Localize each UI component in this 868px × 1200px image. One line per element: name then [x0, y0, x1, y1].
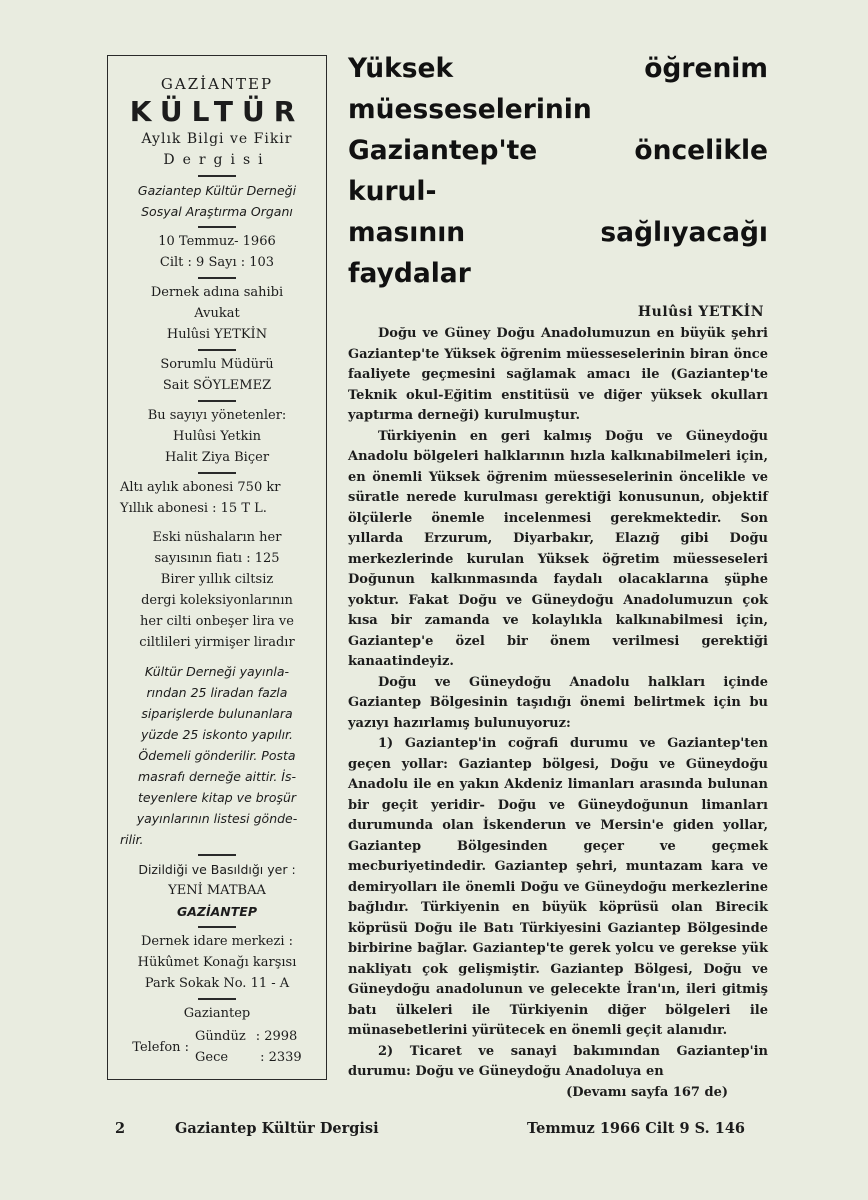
page-footer — [115, 1120, 745, 1137]
office-label: Dernek idare merkezi : — [140, 934, 293, 949]
page-number: 2 — [115, 1120, 126, 1137]
office-line-2: Park Sokak No. 11 - A — [144, 976, 290, 991]
divider — [198, 998, 236, 1000]
old-issues-line-5: her cilti onbeşer lira ve — [140, 614, 294, 629]
day-number: : 2998 — [255, 1029, 298, 1044]
publications-line-1: Kültür Derneği yayınla- — [144, 664, 290, 679]
publications-line-5: Ödemeli gönderilir. Posta — [138, 748, 296, 763]
publications-line-9: rilir. — [120, 832, 144, 847]
journal-name: Gaziantep Kültür Dergisi — [175, 1120, 379, 1137]
old-issues-line-2: sayısının fiatı : 125 — [154, 551, 280, 566]
headline-line-1: Yüksek öğrenim müesseselerinin — [348, 53, 768, 125]
divider — [198, 349, 236, 351]
headline — [348, 48, 768, 294]
phone-label: Telefon : — [132, 1039, 190, 1055]
issue-volume: Cilt : 9 Sayı : 103 — [159, 255, 275, 270]
old-issues-line-3: Birer yıllık ciltsiz — [160, 572, 274, 587]
editor-label: Sorumlu Müdürü — [160, 357, 274, 372]
print-label: Dizildiği ve Basıldığı yer : — [138, 862, 296, 877]
paragraph-4: 1) Gaziantep'in coğrafi durumu ve Gaziantep'ten geçen yollar: Gaziantep bölgesi, Doğu ve Güneydoğu Anadolu ile en yakın Akdeniz limanları arasında bulunan bir geçit yeridir- Doğu ve Güneydoğunun limanları durumunda olan İskenderun ve Mersin'e giden yollar, Gaziantep Bölgesinden geçer ve geçmek mecburiyetindedir. Gaziantep şehri, muntazam kara ve demiryolları ile önemli Doğu ve Güneydoğu merkezlerine bağlıdır. Türkiyenin en büyük köprüsü olan Birecik köprüsü Doğu ile Batı Türkiyesini Gaziantep Bölgesinde birbirine bağlar. Gaziantep'te gerek yolcu ve gerekse yük nakliyatı çok gelişmiştir. Gaziantep Bölgesi, Doğu ve Güneydoğu anadolunun ve gelecekte İran'ın, ileri gitmiş batı ülkeleri ile Türkiyenin diğer bölgeleri ile münasebetlerini yürütecek en önemli geçit alanıdır. — [348, 736, 768, 1038]
phone-block — [114, 1026, 320, 1068]
day-label: Gündüz — [195, 1029, 246, 1044]
night-label: Gece — [195, 1050, 229, 1065]
old-issues-line-4: dergi koleksiyonlarının — [141, 593, 293, 608]
divider — [198, 854, 236, 856]
continued-note: (Devamı sayfa 167 de) — [566, 1084, 728, 1100]
divider — [198, 400, 236, 402]
masthead-dergisi: Dergisi — [163, 152, 271, 168]
masthead-city: GAZİANTEP — [160, 75, 274, 93]
divider — [198, 472, 236, 474]
headline-line-3: masının sağlıyacağı faydalar — [348, 217, 768, 289]
office-line-1: Hükûmet Konağı karşısı — [137, 955, 297, 970]
paragraph-1: Doğu ve Güney Doğu Anadolumuzun en büyük şehri Gaziantep'te Yüksek öğrenim müesseselerinin biran önce faaliyete geçmesini sağlamak amacı ile (Gaziantep'te Teknik okul-Eğitim enstitüsü ve diğer yüksek okulları yaptırma derneği) kurulmuştur. — [348, 326, 768, 423]
publications-line-8: yayınlarının listesi gönde- — [136, 811, 298, 826]
publications-line-7: teyenlere kitap ve broşür — [137, 790, 297, 805]
headline-line-2: Gaziantep'te öncelikle kurul- — [348, 135, 768, 207]
masthead-subtitle: Aylık Bilgi ve Fikir — [141, 131, 293, 147]
old-issues-line-6: ciltlileri yirmişer liradır — [139, 635, 295, 650]
owner-label: Dernek adına sahibi — [150, 285, 284, 300]
phone-city: Gaziantep — [183, 1006, 251, 1021]
org-line-1: Gaziantep Kültür Derneği — [137, 183, 297, 198]
article — [348, 48, 768, 1100]
publications-line-4: yüzde 25 iskonto yapılır. — [140, 727, 294, 742]
managers-label: Bu sayıyı yönetenler: — [147, 408, 287, 423]
owner-title: Avukat — [194, 306, 240, 321]
subscription-6-months: Altı aylık abonesi 750 kr — [120, 480, 281, 495]
publications-line-3: siparişlerde bulunanlara — [141, 706, 293, 721]
article-body — [348, 324, 768, 1083]
old-issues-line-1: Eski nüshaların her — [152, 530, 282, 545]
issue-date: 10 Temmuz- 1966 — [158, 234, 276, 249]
manager-2: Halit Ziya Biçer — [164, 450, 270, 465]
publications-line-2: rından 25 liradan fazla — [146, 685, 288, 700]
paragraph-2: Türkiyenin en geri kalmış Doğu ve Güneydoğu Anadolu bölgeleri halklarının hızla kalkınabilmeleri için, en önemli Yüksek öğrenim müesseselerinin öncelikle ve süratle nerede kurulması gerektiği konusunun, objektif ölçülerle önemle incelenmesi gerekmektedir. Son yıllarda Erzurum, Diyarbakır, Elazığ gibi Doğu merkezlerinde kurulan Yüksek öğretim müesseseleri Doğunun kalkınmasında faydalı olacaklarına şüphe yoktur. Fakat Doğu ve Güneydoğu Anadolumuzun çok kısa bir zamanda ve kolaylıkla kalkınabilmesi için, Gaziantep'e özel bir önem verilmesi gerektiği kanaatindeyiz. — [348, 428, 768, 669]
divider — [198, 926, 236, 928]
night-number: : 2339 — [260, 1050, 302, 1065]
press-city: GAZİANTEP — [176, 904, 257, 919]
manager-1: Hulûsi Yetkin — [173, 429, 261, 444]
paragraph-3: Doğu ve Güneydoğu Anadolu halkları içinde Gaziantep Bölgesinin taşıdığı önemi belirtmek için bu yazıyı hazırlamış bulunuyoruz: — [348, 674, 768, 731]
divider — [198, 226, 236, 228]
publications-line-6: masrafı derneğe aittir. İs- — [137, 769, 297, 784]
owner-name: Hulûsi YETKİN — [166, 327, 268, 342]
masthead-title: KÜLTÜR — [129, 95, 305, 128]
masthead-box — [107, 55, 327, 1080]
press-name: YENİ MATBAA — [168, 883, 266, 898]
issue-info: Temmuz 1966 Cilt 9 S. 146 — [526, 1120, 745, 1137]
divider — [198, 175, 236, 177]
divider — [198, 277, 236, 279]
paragraph-5: 2) Ticaret ve sanayi bakımından Gaziantep'in durumu: Doğu ve Güneydoğu Anadoluya en — [348, 1043, 768, 1079]
subscription-yearly: Yıllık abonesi : 15 T L. — [120, 501, 267, 516]
author: Hulûsi YETKİN — [637, 304, 764, 320]
org-line-2: Sosyal Araştırma Organı — [141, 204, 293, 219]
editor-name: Sait SÖYLEMEZ — [162, 378, 272, 393]
